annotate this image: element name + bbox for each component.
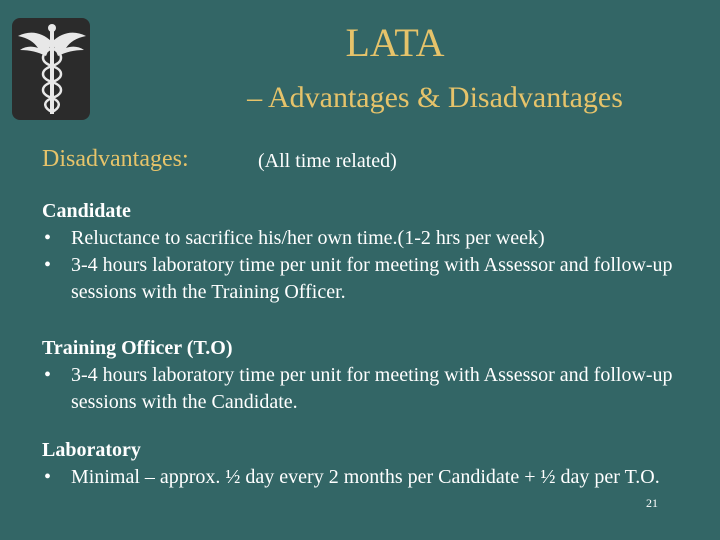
section-candidate xyxy=(42,198,702,306)
page-number: 21 xyxy=(646,496,658,510)
disadvantages-note: (All time related) xyxy=(258,150,397,172)
section-laboratory xyxy=(42,437,702,491)
bullet-text: Minimal – approx. ½ day every 2 months per Candidate + ½ day per T.O. xyxy=(71,466,660,488)
bullet-item xyxy=(42,362,702,416)
section-heading: Training Officer (T.O) xyxy=(42,337,233,359)
bullet-item xyxy=(42,464,702,491)
bullet-text: Reluctance to sacrifice his/her own time.(1-2 hrs per week) xyxy=(71,227,545,249)
slide-subtitle: – Advantages & Disadvantages xyxy=(247,81,623,114)
bullet-item xyxy=(42,225,702,252)
disadvantages-heading: Disadvantages: xyxy=(42,146,189,172)
bullet-icon: • xyxy=(44,227,52,249)
bullet-text: 3-4 hours laboratory time per unit for meeting with Assessor and follow-up sessions with the Candidate. xyxy=(71,364,673,413)
bullet-icon: • xyxy=(44,364,52,386)
bullet-text: 3-4 hours laboratory time per unit for meeting with Assessor and follow-up sessions with the Training Officer. xyxy=(71,254,673,303)
section-heading: Laboratory xyxy=(42,439,141,461)
section-heading: Candidate xyxy=(42,200,131,222)
bullet-item xyxy=(42,252,702,306)
section-training-officer xyxy=(42,335,702,416)
caduceus-logo xyxy=(12,18,90,120)
bullet-icon: • xyxy=(44,254,52,276)
caduceus-icon xyxy=(12,18,90,120)
bullet-icon: • xyxy=(44,466,52,488)
slide-title: LATA xyxy=(345,20,445,65)
